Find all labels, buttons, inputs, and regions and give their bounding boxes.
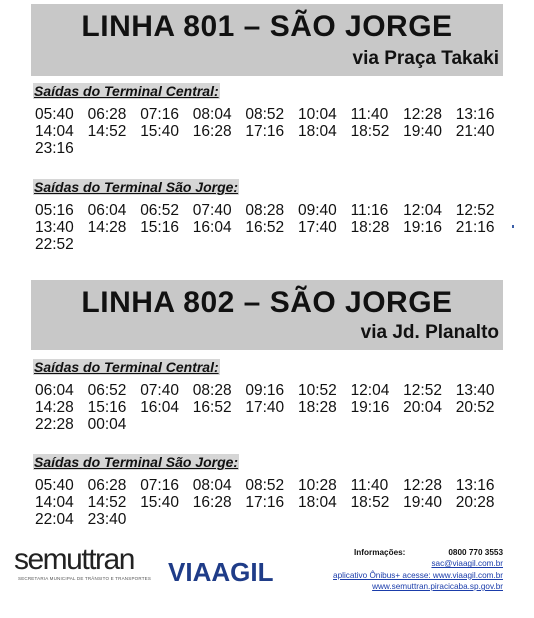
departure-time: 13:40 xyxy=(455,382,495,399)
departure-time: 13:16 xyxy=(455,477,495,494)
line-802-header xyxy=(31,280,503,350)
departure-time: 19:40 xyxy=(403,123,442,140)
departure-time: 18:52 xyxy=(350,123,390,140)
stray-mark xyxy=(512,225,514,228)
departure-time: 08:52 xyxy=(245,106,285,123)
departure-time: 18:04 xyxy=(297,494,337,511)
contact-info xyxy=(300,547,503,592)
departure-time: 05:40 xyxy=(35,477,74,494)
departure-time: 12:52 xyxy=(455,202,495,219)
departure-time: 07:40 xyxy=(140,382,179,399)
departure-time: 23:40 xyxy=(87,511,127,528)
departure-time: 11:16 xyxy=(350,202,389,219)
phone-number: 0800 770 3553 xyxy=(448,548,503,557)
departure-time: 15:40 xyxy=(140,123,179,140)
departure-time: 15:16 xyxy=(87,399,127,416)
line-801-central-times xyxy=(35,106,508,157)
departure-time: 18:28 xyxy=(350,219,390,236)
departure-time: 10:04 xyxy=(297,106,337,123)
departure-time: 13:40 xyxy=(35,219,74,236)
time-row xyxy=(35,494,508,511)
departure-time: 18:52 xyxy=(350,494,390,511)
departure-time: 06:52 xyxy=(87,382,127,399)
departure-time: 20:04 xyxy=(403,399,442,416)
time-row xyxy=(35,511,508,528)
departure-time: 10:52 xyxy=(297,382,337,399)
departure-time: 09:16 xyxy=(245,382,285,399)
departure-time: 05:40 xyxy=(35,106,74,123)
departure-time: 19:40 xyxy=(403,494,442,511)
time-row xyxy=(35,236,508,253)
departure-time: 17:40 xyxy=(245,399,285,416)
departure-time: 15:16 xyxy=(140,219,179,236)
departure-time: 17:16 xyxy=(245,494,285,511)
departure-time: 15:40 xyxy=(140,494,179,511)
viaagil-logo xyxy=(168,557,273,588)
departure-time: 14:28 xyxy=(35,399,74,416)
email-link[interactable]: sac@viaagil.com.br xyxy=(431,559,503,569)
time-row xyxy=(35,399,508,416)
time-row xyxy=(35,106,508,123)
departure-time: 20:52 xyxy=(455,399,495,416)
departure-time: 12:28 xyxy=(403,106,442,123)
departure-time: 22:04 xyxy=(35,511,74,528)
departure-time: 11:40 xyxy=(350,106,389,123)
time-row xyxy=(35,219,508,236)
semuttran-logo: semuttran xyxy=(14,543,134,576)
departure-time: 14:28 xyxy=(87,219,127,236)
departure-time: 08:52 xyxy=(245,477,285,494)
departure-time: 14:52 xyxy=(87,494,127,511)
departure-time: 14:04 xyxy=(35,494,74,511)
departure-time: 16:52 xyxy=(245,219,285,236)
departure-time: 11:40 xyxy=(350,477,389,494)
departure-time: 21:16 xyxy=(455,219,495,236)
line-802-saojorge-times xyxy=(35,477,508,528)
departure-time: 14:52 xyxy=(87,123,127,140)
departure-time: 06:52 xyxy=(140,202,179,219)
line-802-saojorge-heading: Saídas do Terminal São Jorge: xyxy=(34,454,239,470)
contact-label-line xyxy=(300,547,503,558)
line-802-via: via Jd. Planalto xyxy=(360,322,499,343)
viaagil-logo-via: VIA xyxy=(168,557,212,587)
viaagil-logo-agil: AGIL xyxy=(211,557,274,587)
departure-time: 12:52 xyxy=(403,382,442,399)
line-801-via: via Praça Takaki xyxy=(352,48,499,69)
departure-time: 16:04 xyxy=(140,399,179,416)
departure-time: 23:16 xyxy=(35,140,74,157)
info-label: Informações: xyxy=(354,548,406,557)
app-link[interactable]: aplicativo Ônibus+ acesse: www.viaagil.com.br xyxy=(333,570,503,580)
departure-time: 14:04 xyxy=(35,123,74,140)
departure-time: 16:28 xyxy=(192,123,232,140)
departure-time: 06:28 xyxy=(87,106,127,123)
departure-time: 08:04 xyxy=(192,106,232,123)
departure-time: 21:40 xyxy=(455,123,495,140)
line-801-saojorge-times xyxy=(35,202,508,253)
departure-time: 18:28 xyxy=(297,399,337,416)
departure-time: 06:04 xyxy=(35,382,74,399)
departure-time: 17:16 xyxy=(245,123,285,140)
departure-time: 12:28 xyxy=(403,477,442,494)
time-row xyxy=(35,123,508,140)
departure-time: 19:16 xyxy=(403,219,442,236)
departure-time: 05:16 xyxy=(35,202,74,219)
line-801-saojorge-heading: Saídas do Terminal São Jorge: xyxy=(34,179,239,195)
line-802-central-heading: Saídas do Terminal Central: xyxy=(34,359,219,375)
departure-time: 18:04 xyxy=(297,123,337,140)
time-row xyxy=(35,477,508,494)
departure-time: 22:28 xyxy=(35,416,74,433)
line-801-header xyxy=(31,4,503,76)
departure-time: 10:28 xyxy=(297,477,337,494)
departure-time: 07:16 xyxy=(140,106,179,123)
departure-time: 00:04 xyxy=(87,416,127,433)
departure-time: 08:28 xyxy=(245,202,285,219)
line-801-central-heading: Saídas do Terminal Central: xyxy=(34,83,219,99)
departure-time: 12:04 xyxy=(403,202,442,219)
line-802-title: LINHA 802 – SÃO JORGE xyxy=(81,286,453,319)
departure-time: 07:40 xyxy=(192,202,232,219)
departure-time: 06:04 xyxy=(87,202,127,219)
departure-time: 19:16 xyxy=(350,399,390,416)
departure-time: 16:04 xyxy=(192,219,232,236)
departure-time: 16:28 xyxy=(192,494,232,511)
semuttran-logo-subtitle: SECRETARIA MUNICIPAL DE TRÂNSITO E TRANSPORTES xyxy=(18,576,152,581)
departure-time: 07:16 xyxy=(140,477,179,494)
line-801-title: LINHA 801 – SÃO JORGE xyxy=(81,10,453,43)
departure-time: 12:04 xyxy=(350,382,390,399)
departure-time: 06:28 xyxy=(87,477,127,494)
time-row xyxy=(35,416,508,433)
time-row xyxy=(35,382,508,399)
time-row xyxy=(35,140,508,157)
departure-time: 13:16 xyxy=(455,106,495,123)
departure-time: 08:04 xyxy=(192,477,232,494)
departure-time: 22:52 xyxy=(35,236,74,253)
departure-time: 20:28 xyxy=(455,494,495,511)
departure-time: 16:52 xyxy=(192,399,232,416)
departure-time: 17:40 xyxy=(297,219,337,236)
site-link[interactable]: www.semuttran.piracicaba.sp.gov.br xyxy=(372,581,503,591)
departure-time: 08:28 xyxy=(192,382,232,399)
time-row xyxy=(35,202,508,219)
line-802-central-times xyxy=(35,382,508,433)
departure-time: 09:40 xyxy=(297,202,337,219)
